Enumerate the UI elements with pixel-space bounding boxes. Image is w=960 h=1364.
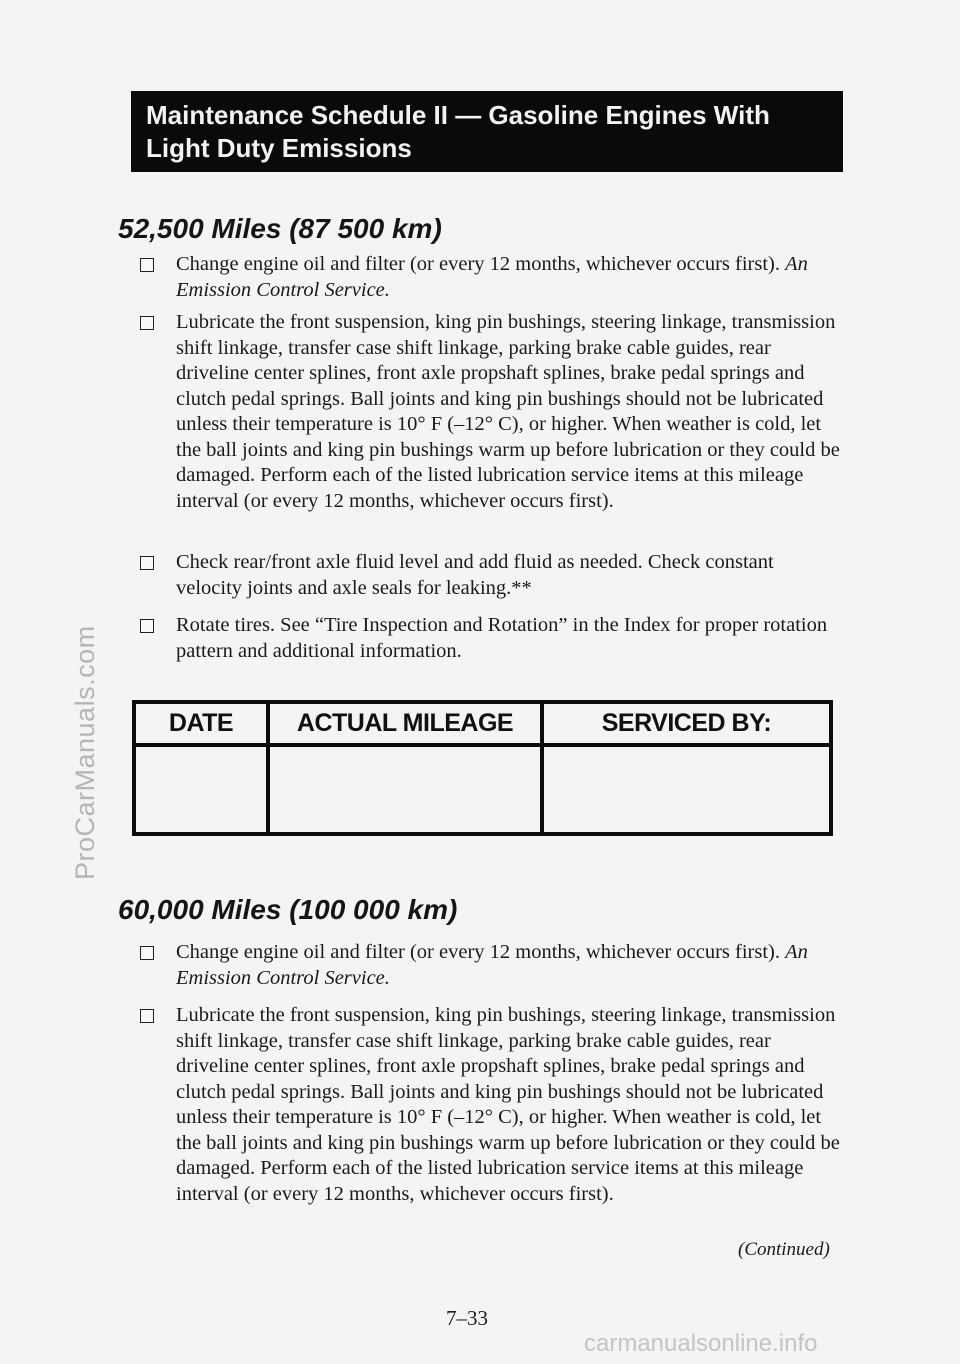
checklist-item bbox=[140, 252, 840, 303]
checklist-item-text: Lubricate the front suspension, king pin bushings, steering linkage, transmission shift linkage, transfer case shift linkage, parking brake cable guides, rear driveline center splines, front axle propshaft splines, brake pedal springs and clutch pedal springs. Ball joints and king pin bushings should not be lubricated unless their temperature is 10° F (–12° C), or higher. When weather is cold, let the ball joints and king pin bushings warm up before lubrication or they could be damaged. Perform each of the listed lubrication service items at this mileage interval (or every 12 months, whichever occurs first). bbox=[176, 1004, 840, 1205]
checklist-item bbox=[140, 550, 840, 601]
emission-note: An Emission Control Service. bbox=[176, 253, 808, 301]
checkbox[interactable] bbox=[140, 619, 154, 633]
continued-note: (Continued) bbox=[738, 1239, 830, 1260]
date-column-header: DATE bbox=[134, 702, 268, 745]
checklist-item-text: Change engine oil and filter (or every 12 months, whichever occurs first). An Emission Control Service. bbox=[176, 253, 808, 301]
checklist-item bbox=[140, 310, 840, 514]
section-title-52500: 52,500 Miles (87 500 km) bbox=[118, 213, 442, 244]
date-entry-cell[interactable] bbox=[134, 745, 268, 834]
serviced-by-column-header: SERVICED BY: bbox=[542, 702, 831, 745]
checklist-item bbox=[140, 1003, 840, 1207]
checklist-item-text: Change engine oil and filter (or every 12 months, whichever occurs first). An Emission Control Service. bbox=[176, 941, 808, 989]
header-line-1: Maintenance Schedule II — Gasoline Engines With bbox=[146, 100, 770, 130]
page-number: 7–33 bbox=[446, 1306, 488, 1330]
checklist-item-text: Rotate tires. See “Tire Inspection and Rotation” in the Index for proper rotation pattern and additional information. bbox=[176, 614, 828, 662]
checkbox[interactable] bbox=[140, 316, 154, 330]
emission-note: An Emission Control Service. bbox=[176, 941, 808, 989]
checkbox[interactable] bbox=[140, 556, 154, 570]
checklist-item bbox=[140, 613, 840, 664]
serviced-by-entry-cell[interactable] bbox=[542, 745, 831, 834]
actual-mileage-column-header: ACTUAL MILEAGE bbox=[268, 702, 542, 745]
watermark-text: ProCarManuals.com bbox=[70, 625, 100, 880]
checkbox[interactable] bbox=[140, 1009, 154, 1023]
checklist-item-text: Lubricate the front suspension, king pin bushings, steering linkage, transmission shift linkage, transfer case shift linkage, parking brake cable guides, rear driveline center splines, front axle propshaft splines, brake pedal springs and clutch pedal springs. Ball joints and king pin bushings should not be lubricated unless their temperature is 10° F (–12° C), or higher. When weather is cold, let the ball joints and king pin bushings warm up before lubrication or they could be damaged. Perform each of the listed lubrication service items at this mileage interval (or every 12 months, whichever occurs first). bbox=[176, 311, 840, 512]
footer-watermark: carmanualsonline.info bbox=[584, 1330, 818, 1357]
mileage-entry-cell[interactable] bbox=[268, 745, 542, 834]
service-log-table bbox=[132, 700, 833, 836]
checklist-item-text: Check rear/front axle fluid level and add fluid as needed. Check constant velocity joints and axle seals for leaking.** bbox=[176, 551, 774, 599]
checklist-item bbox=[140, 940, 840, 991]
checkbox[interactable] bbox=[140, 258, 154, 272]
page-header bbox=[131, 91, 843, 172]
section-title-60000: 60,000 Miles (100 000 km) bbox=[118, 894, 458, 925]
checkbox[interactable] bbox=[140, 946, 154, 960]
header-line-2: Light Duty Emissions bbox=[146, 133, 412, 163]
